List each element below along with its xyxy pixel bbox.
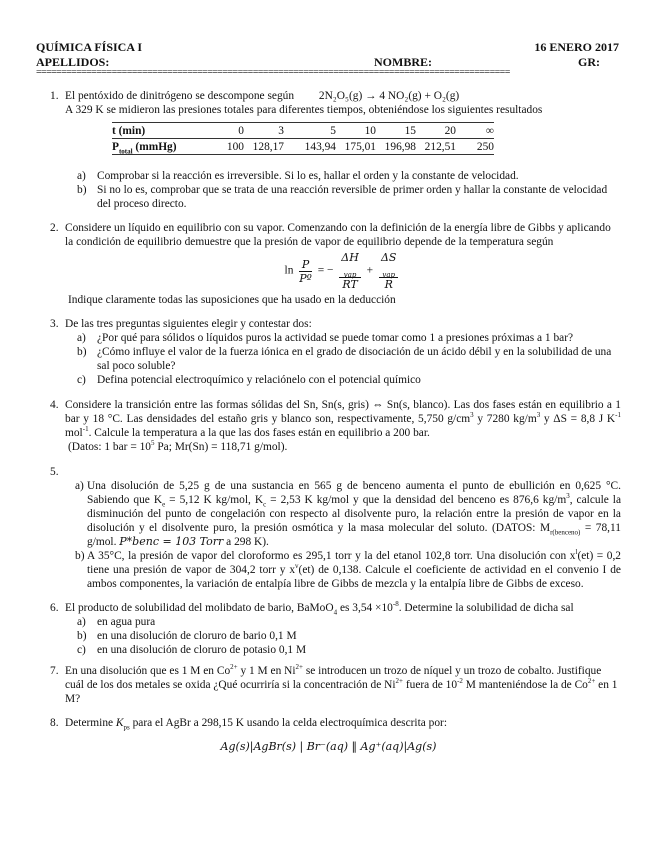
q3-text: De las tres preguntas siguientes elegir y contestar dos: <box>65 318 312 330</box>
table-cell: 5 <box>330 124 336 137</box>
q1-reaction: 2N₂O₅(g) → 4 NO₂(g) + O₂(g) <box>318 90 460 102</box>
delta-h: ΔH <box>341 251 359 264</box>
table-row <box>112 139 494 155</box>
fraction-p <box>299 258 312 285</box>
numerator <box>379 251 398 278</box>
q4-data <box>68 440 621 454</box>
item-text: en una disolución de cloruro de potasio 0,1 M <box>97 644 307 656</box>
sup: -2 <box>457 677 463 686</box>
item-text: Defina potencial electroquímico y relaciónelo con el potencial químico <box>97 374 421 386</box>
q2-number: 2. <box>50 222 59 234</box>
sup: l <box>575 548 578 557</box>
item-label: a) <box>77 170 86 182</box>
sup: -1 <box>615 411 621 420</box>
q6-item-b <box>65 629 621 643</box>
item-label: a) <box>77 332 86 344</box>
q2-formula <box>65 251 621 291</box>
delta-s: ΔS <box>380 251 397 264</box>
q7-text <box>65 664 621 706</box>
question-8 <box>36 716 621 730</box>
math-pbenc: P*benc = 103 Torr <box>119 535 224 548</box>
item-label: b) <box>75 550 85 562</box>
text: (et) de 0,138. Calcule el coeficiente de actividad en el convenio I de ambos componentes, la variación de entalpía libre de Gibbs de mezcla y la entalpía libre de Gibbs de exceso. <box>87 564 621 590</box>
sub: vap <box>382 271 396 280</box>
question-3 <box>36 317 621 387</box>
item-text: ¿Cómo influye el valor de la fuerza iónica en el grado de disociación de un ácido débil y en la solubilidad de una sal poco soluble? <box>97 346 612 372</box>
text: en 1 M? <box>65 679 618 705</box>
item-text: Comprobar si la reacción es irreversible. Si lo es, hallar el orden y la constante de velocidad. <box>97 170 519 182</box>
sup: 3 <box>470 411 474 420</box>
sup: 3 <box>566 492 570 501</box>
denominator: R <box>384 278 393 291</box>
ln: ln <box>284 264 294 277</box>
item-text: en una disolución de cloruro de bario 0,1 M <box>97 630 297 642</box>
questions <box>36 89 621 754</box>
q7-number: 7. <box>50 665 59 677</box>
q8-cell-notation: Ag(s)|AgBr(s) | Br⁻(aq) ‖ Ag⁺(aq)|Ag(s) <box>220 740 437 753</box>
text: = 2,53 K kg/mol y que la densidad del benceno es 876,6 kg/m <box>266 494 567 506</box>
sup: 5 <box>150 439 155 448</box>
item-text: ¿Por qué para sólidos o líquidos puros la actividad se puede tomar como 1 a presiones próximas a 1 bar? <box>97 332 574 344</box>
sup: -8 <box>392 600 399 609</box>
sub: 4 <box>333 608 338 617</box>
sup: v <box>295 562 299 571</box>
table-cell: ∞ <box>485 124 494 137</box>
q6-number: 6. <box>50 602 59 614</box>
text: (et) = 0,2 tiene una presión de vapor de 304,2 torr y x <box>87 550 621 576</box>
table-cell: 3 <box>278 124 284 137</box>
table-cell: 20 <box>444 124 456 137</box>
table-header: t (min) <box>112 124 146 137</box>
text: y ΔS = 8,8 J K <box>540 413 616 425</box>
item-text: Si no lo es, comprobar que se trata de una reacción reversible de primer orden y hallar la constante de velocidad del proceso directo. <box>97 184 608 210</box>
separator-line: ============================================================================================== <box>36 68 510 78</box>
q1-item-b <box>65 183 621 211</box>
q2-text: Considere un líquido en equilibrio con su vapor. Comenzando con la definición de la energía libre de Gibbs y aplicando la condición de equilibrio demuestre que la presión de vapor de equilibrio depende de la temperatura según <box>65 222 611 248</box>
text: = 78,11 g/mol. <box>87 522 621 548</box>
text: Considere la transición entre las formas sólidas del Sn, Sn(s, gris) ⇔ Sn(s, blanco). Las dos fases están en equilibrio a 1 bar y 18 °C. Las densidades del estaño gris y blanco son, respectivamente, 5,750 g/cm <box>65 399 621 425</box>
fraction-h <box>339 251 361 291</box>
sup: -1 <box>82 425 89 434</box>
q1-table <box>112 122 494 155</box>
numerator <box>339 251 361 278</box>
question-6 <box>36 601 621 657</box>
text: , calcule la disminución del punto de congelación con respecto al disolvente puro, la relación entre la presión de vapor en la disolución y el disolvente puro, la presión osmótica y la masa molecular del soluto. (DATOS: M <box>87 494 622 534</box>
table-cell: 0 <box>238 124 244 137</box>
q5-item-b <box>65 549 621 591</box>
q5-item-a <box>65 479 621 549</box>
q1-subitems <box>65 169 621 211</box>
text: . Determine la solubilidad de dicha sal <box>398 602 574 614</box>
table-cell: 143,94 <box>304 140 336 153</box>
text: En una disolución que es 1 M en Co <box>65 665 231 677</box>
q5-number: 5. <box>50 466 59 478</box>
group-label: GR: <box>578 55 600 69</box>
text: El producto de solubilidad del molibdato de bario, BaMoO <box>65 602 334 614</box>
sub: r(benceno) <box>550 528 581 537</box>
table-row <box>112 123 494 139</box>
q1-line2: A 329 K se midieron las presiones totales para diferentes tiempos, obteniéndose los siguientes resultados <box>65 104 543 116</box>
table-cell: 212,51 <box>424 140 456 153</box>
q6-text <box>65 601 621 615</box>
question-4 <box>36 398 621 454</box>
equals-minus: = − <box>317 264 334 277</box>
sub: vap <box>343 271 357 280</box>
table-cell: 15 <box>404 124 416 137</box>
q8-text <box>65 716 621 730</box>
p-label: P <box>112 140 119 153</box>
text: es 3,54 ×10 <box>337 602 393 614</box>
table-cell: 100 <box>226 140 244 153</box>
text: y 7280 kg/m <box>473 413 537 425</box>
table-header <box>112 139 204 155</box>
q3-number: 3. <box>50 318 59 330</box>
text: para el AgBr a 298,15 K usando la celda electroquímica descrita por: <box>129 717 448 729</box>
text: Determine <box>65 717 116 729</box>
p-subscript: total <box>118 146 133 155</box>
q4-text <box>65 398 621 440</box>
question-7 <box>36 664 621 706</box>
text: fuera de 10 <box>402 679 458 691</box>
q6-item-a <box>65 615 621 629</box>
q1-number: 1. <box>50 90 59 102</box>
q1-text <box>65 89 621 103</box>
item-label: c) <box>77 374 86 386</box>
text: mol <box>65 427 83 439</box>
text: a 298 K). <box>223 536 269 548</box>
item-label: c) <box>77 644 86 656</box>
text: Una disolución de 5,25 g de una sustancia en 565 g de benceno aumenta el punto de ebullición en 0,625 °C. Sabiendo que K <box>87 480 621 506</box>
p-unit: (mmHg) <box>132 140 177 153</box>
q3-item-c <box>65 373 621 387</box>
text: M manteniéndose la de Co <box>462 679 588 691</box>
k-symbol: K <box>115 717 124 729</box>
item-text: en agua pura <box>97 616 156 628</box>
course-title: QUÍMICA FÍSICA I <box>36 40 143 54</box>
text: . Calcule la temperatura a la que las dos fases están en equilibrio a 200 bar. <box>88 427 430 439</box>
table-cell: 250 <box>476 140 494 153</box>
table-cell: 10 <box>364 124 376 137</box>
numerator: P <box>299 258 312 272</box>
q1-item-a <box>65 169 621 183</box>
item-label: b) <box>77 630 87 642</box>
table-cell: 128,17 <box>252 140 284 153</box>
text: y 1 M en Ni <box>237 665 296 677</box>
q1-intro: El pentóxido de dinitrógeno se descompone según <box>65 90 295 102</box>
table-cell: 196,98 <box>384 140 416 153</box>
q8-number: 8. <box>50 717 59 729</box>
question-2 <box>36 221 621 307</box>
sub: ps <box>123 723 130 732</box>
q5-spacer <box>65 465 621 479</box>
table-cell: 175,01 <box>344 140 376 153</box>
q6-item-c <box>65 643 621 657</box>
item-label: b) <box>77 184 87 196</box>
fraction-s <box>379 251 398 291</box>
sup: 2+ <box>395 677 403 686</box>
sup: 2+ <box>230 663 238 672</box>
q2-note: Indique claramente todas las suposiciones que ha usado en la deducción <box>68 294 396 306</box>
text: se introducen un trozo de níquel y un trozo de cobalto. Justifique cuál de los dos metales se oxida ¿Qué ocurriría si la concentración de Ni <box>65 665 602 691</box>
exam-date: 16 ENERO 2017 <box>534 40 619 54</box>
question-5 <box>36 465 621 591</box>
q3-item-a <box>65 331 621 345</box>
item-label: b) <box>77 346 87 358</box>
sup: 2+ <box>587 677 596 686</box>
q4-number: 4. <box>50 399 59 411</box>
text: Pa; Mr(Sn) = 118,71 g/mol). <box>154 441 288 453</box>
text: A 35°C, la presión de vapor del cloroformo es 295,1 torr y la del etanol 102,8 torr. Una disolución con x <box>87 550 576 562</box>
sub: e <box>162 500 166 509</box>
denominator: Pº <box>299 271 312 285</box>
text: (Datos: 1 bar = 10 <box>68 441 151 453</box>
q3-item-b <box>65 345 621 373</box>
sup: 3 <box>536 411 541 420</box>
sup: 2+ <box>295 663 303 672</box>
surname-label: APELLIDOS: <box>36 55 110 69</box>
name-label: NOMBRE: <box>374 55 432 69</box>
denominator: RT <box>342 278 358 291</box>
item-label: a) <box>75 480 84 492</box>
plus: + <box>366 264 374 277</box>
item-label: a) <box>77 616 86 628</box>
sub: c <box>263 500 267 509</box>
question-1 <box>36 89 621 211</box>
text: = 5,12 K kg/mol, K <box>165 494 264 506</box>
